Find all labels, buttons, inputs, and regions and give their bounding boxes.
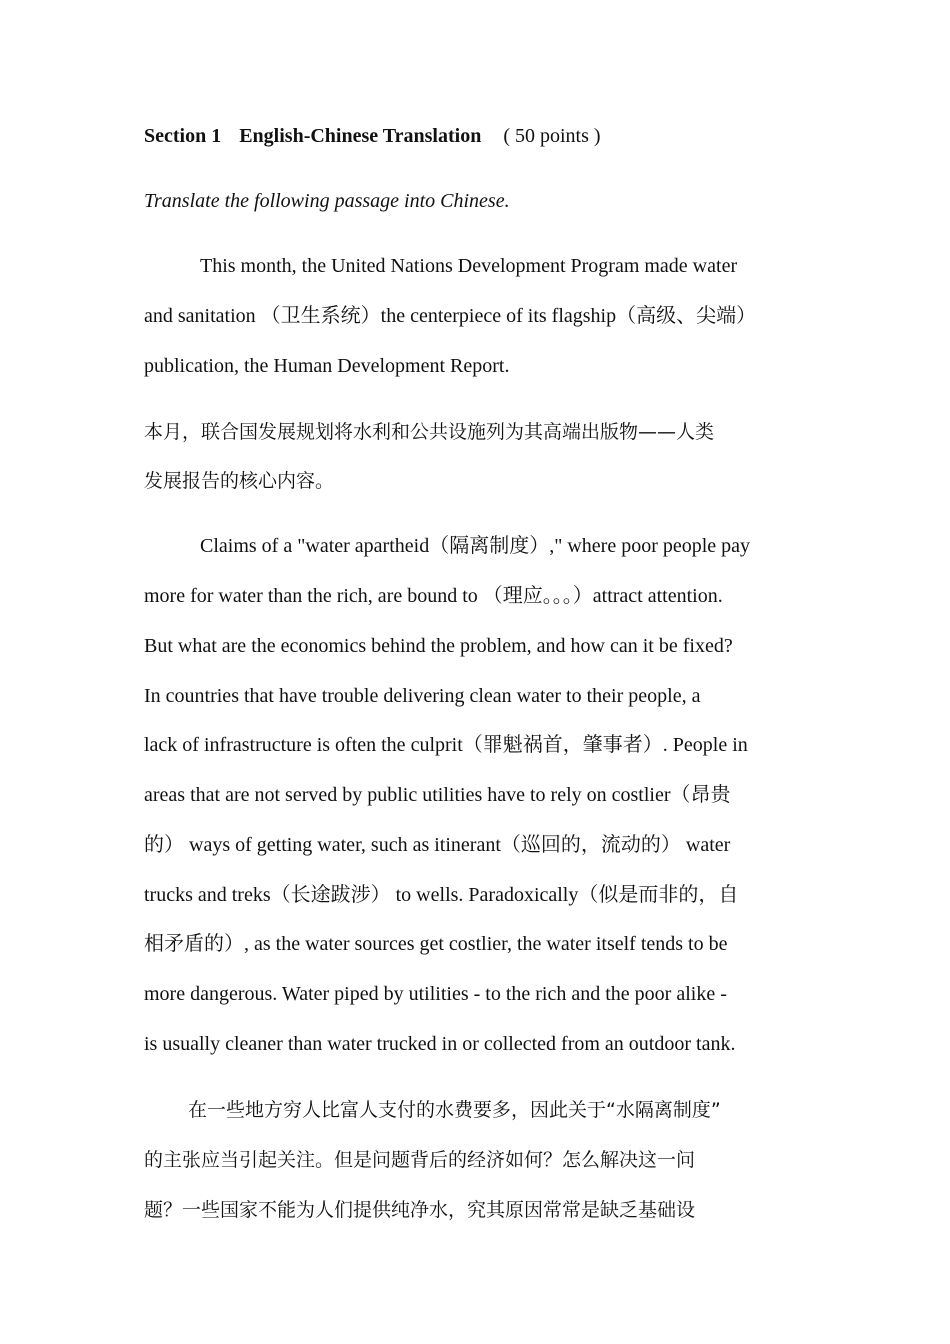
translation-line: 在一些地方穷人比富人支付的水费要多，因此关于“水隔离制度” (188, 1099, 721, 1121)
paragraph-line: trucks and treks（长途跋涉） to wells. Paradoxically（似是而非的，自 (144, 884, 739, 906)
paragraph-line: more dangerous. Water piped by utilities - to the rich and the poor alike - (144, 983, 727, 1005)
translation-line: 本月，联合国发展规划将水利和公共设施列为其高端出版物——人类 (144, 421, 715, 443)
paragraph-line: 的） ways of getting water, such as itinerant（巡回的，流动的） water (144, 834, 731, 856)
instruction-text: Translate the following passage into Chinese. (144, 190, 510, 212)
paragraph-line: In countries that have trouble delivering clean water to their people, a (144, 685, 701, 707)
paragraph-line: is usually cleaner than water trucked in or collected from an outdoor tank. (144, 1033, 736, 1055)
section-heading (144, 122, 601, 150)
section-number: Section 1 (144, 125, 222, 147)
translation-line: 题？一些国家不能为人们提供纯净水，究其原因常常是缺乏基础设 (144, 1199, 696, 1221)
paragraph-line: But what are the economics behind the problem, and how can it be fixed? (144, 635, 733, 657)
paragraph-line: areas that are not served by public utilities have to rely on costlier（昂贵 (144, 784, 731, 806)
paragraph-line: and sanitation （卫生系统）the centerpiece of its flagship（高级、尖端） (144, 305, 757, 327)
paragraph-line: more for water than the rich, are bound to （理应。。。）attract attention. (144, 585, 723, 607)
paragraph-line: publication, the Human Development Report. (144, 355, 510, 377)
section-points: ( 50 points ) (503, 125, 601, 147)
section-title: English-Chinese Translation (239, 125, 482, 147)
paragraph-line: This month, the United Nations Development Program made water (200, 255, 738, 277)
paragraph-line: Claims of a "water apartheid（隔离制度）," where poor people pay (200, 535, 751, 557)
paragraph-line: lack of infrastructure is often the culprit（罪魁祸首，肇事者）. People in (144, 734, 748, 756)
translation-line: 发展报告的核心内容。 (144, 470, 335, 492)
translation-line: 的主张应当引起关注。但是问题背后的经济如何？怎么解决这一问 (144, 1149, 696, 1171)
paragraph-line: 相矛盾的）, as the water sources get costlier, the water itself tends to be (144, 933, 728, 955)
